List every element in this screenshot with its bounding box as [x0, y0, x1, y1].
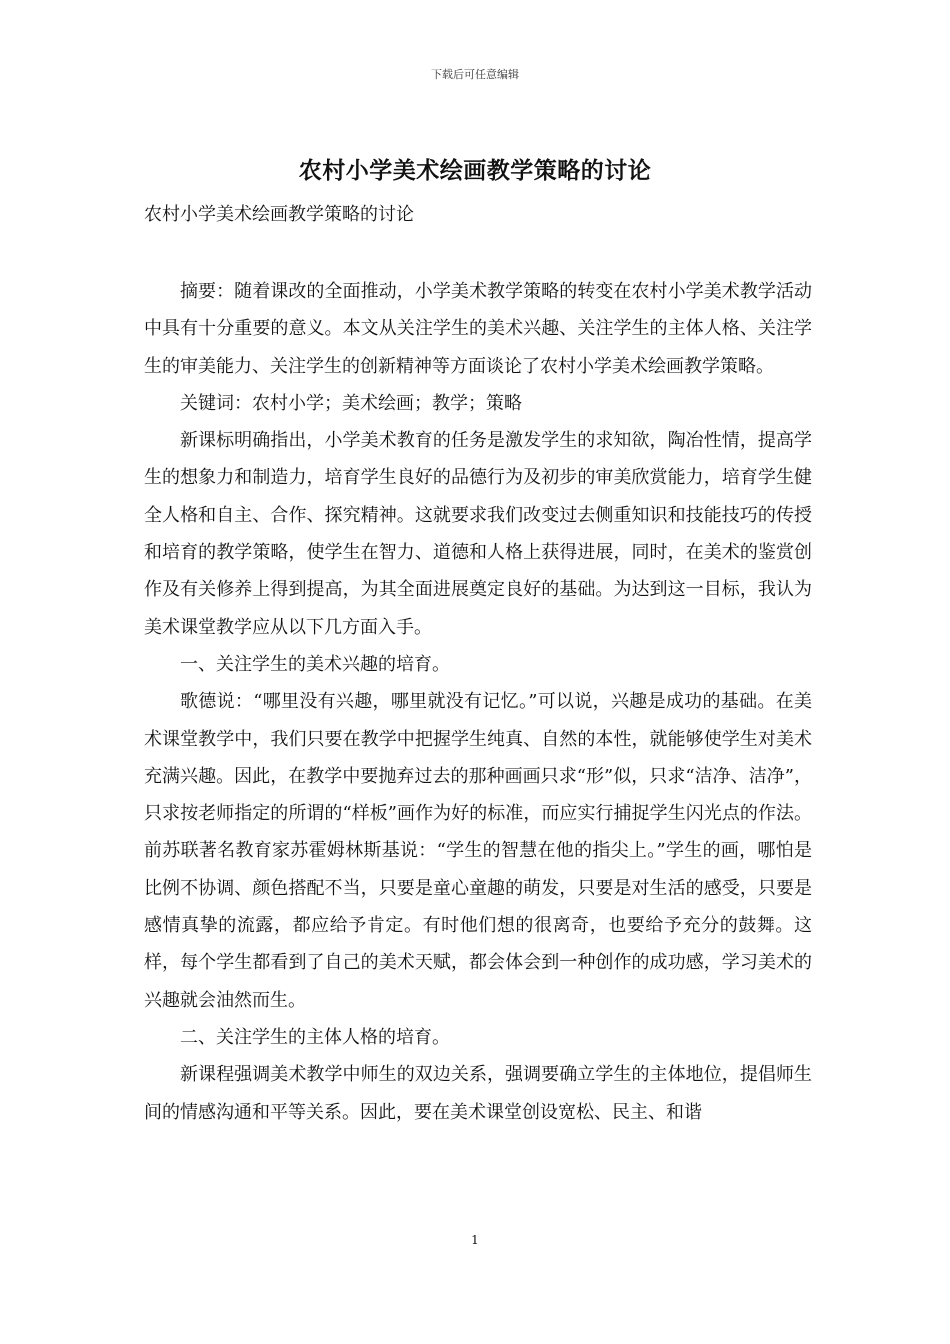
body-paragraph: 新课标明确指出，小学美术教育的任务是激发学生的求知欲，陶冶性情，提高学生的想象力和制造力，培育学生良好的品德行为及初步的审美欣赏能力，培育学生健全人格和自主、合作、探究精神。这就要求我们改变过去侧重知识和技能技巧的传授和培育的教学策略，使学生在智力、道德和人格上获得进展，同时，在美术的鉴赏创作及有关修养上得到提高，为其全面进展奠定良好的基础。为达到这一目标，我认为美术课堂教学应从以下几方面入手。	[144, 430, 812, 638]
document-body	[144, 273, 812, 1131]
header-note: 下载后可任意编辑	[431, 68, 519, 81]
page-number: 1	[471, 1233, 479, 1247]
document-subtitle: 农村小学美术绘画教学策略的讨论	[144, 204, 414, 225]
keywords-paragraph: 关键词：农村小学；美术绘画；教学；策略	[180, 392, 522, 414]
section-heading-1: 一、关注学生的美术兴趣的培育。	[180, 653, 450, 675]
section-heading-2: 二、关注学生的主体人格的培育。	[180, 1026, 450, 1048]
abstract-paragraph: 摘要：随着课改的全面推动，小学美术教学策略的转变在农村小学美术教学活动中具有十分重要的意义。本文从关注学生的美术兴趣、关注学生的主体人格、关注学生的审美能力、关注学生的创新精神等方面谈论了农村小学美术绘画教学策略。	[144, 281, 812, 377]
body-paragraph: 新课程强调美术教学中师生的双边关系，强调要确立学生的主体地位，提倡师生间的情感沟通和平等关系。因此，要在美术课堂创设宽松、民主、和谐	[144, 1064, 812, 1123]
document-title: 农村小学美术绘画教学策略的讨论	[298, 157, 652, 184]
body-paragraph: 歌德说：“哪里没有兴趣，哪里就没有记忆。”可以说，兴趣是成功的基础。在美术课堂教学中，我们只要在教学中把握学生纯真、自然的本性，就能够使学生对美术充满兴趣。因此，在教学中要抛弃过去的那种画画只求“形”似，只求“洁净、洁净”，只求按老师指定的所谓的“样板”画作为好的标准，而应实行捕捉学生闪光点的作法。前苏联著名教育家苏霍姆林斯基说：“学生的智慧在他的指尖上。”学生的画，哪怕是比例不协调、颜色搭配不当，只要是童心童趣的萌发，只要是对生活的感受，只要是感情真挚的流露，都应给予肯定。有时他们想的很离奇，也要给予充分的鼓舞。这样，每个学生都看到了自己的美术天赋，都会体会到一种创作的成功感，学习美术的兴趣就会油然而生。	[144, 691, 812, 1011]
